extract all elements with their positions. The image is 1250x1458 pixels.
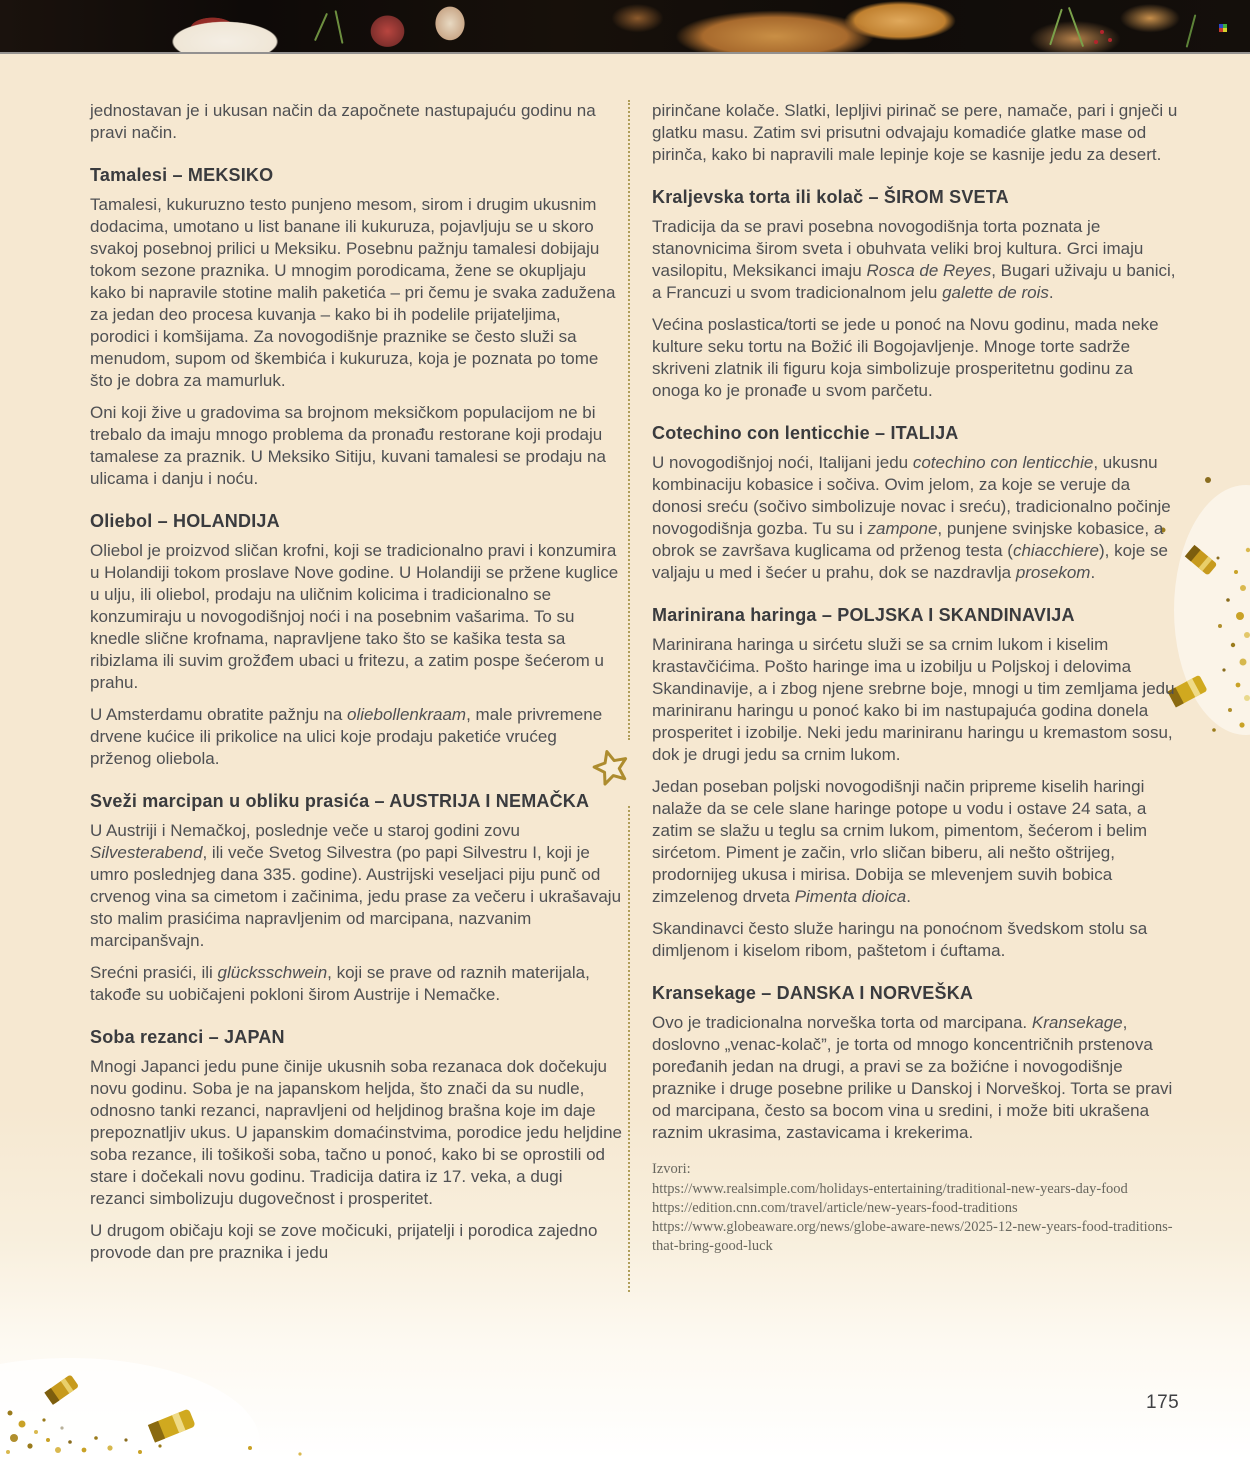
sources-label: Izvori:	[652, 1161, 691, 1177]
section-heading: Kransekage – DANSKA I NORVEŠKA	[652, 983, 974, 1003]
section-heading: Sveži marcipan u obliku prasića – AUSTRIJA I NEMAČKA	[90, 791, 590, 811]
section-heading: Cotechino con lenticchie – ITALIJA	[652, 423, 959, 443]
section-paragraph: Ovo je tradicionalna norveška torta od marcipana. Kransekage, doslovno „venac-kolač”, je torta od mnogo koncentričnih prstenova poređanih jedan na drugi, a pravi se za božićne i novogodišnje praznike i druge posebne prilike u Danskoj i Norveškoj. Torta se pravi od marcipana, često sa bocom vina u sredini, i može biti ukrašena raznim ukrasima, zastavicama i krekerima.	[652, 1013, 1173, 1142]
rosemary-sprig-icon	[1068, 7, 1084, 47]
section-paragraph: Jedan poseban poljski novogodišnji način pripreme kiselih haringi nalaže da se cele slane haringe potope u vodu i ostave 24 sata, a zatim se slažu u teglu sa crnim lukom, pimentom, šećerom i belim sirćetom. Piment je začin, vrlo sličan biberu, ali nešto oštrijeg, prodornijeg ukusa i mirisa. Dobija se mlevenjem suvih bobica zimzelenog drveta Pimenta dioica.	[652, 777, 1148, 906]
section-paragraph: Skandinavci često služe haringu na ponoćnom švedskom stolu sa dimljenom i kiselom ribom, paštetom i ćuftama.	[652, 919, 1148, 960]
source-url: https://edition.cnn.com/travel/article/new-years-food-traditions	[652, 1200, 1018, 1216]
section-paragraph: U drugom običaju koji se zove močicuki, prijatelji i porodica zajedno provode dan pre praznika i jedu	[90, 1221, 598, 1262]
pixel-yellow	[1223, 28, 1227, 32]
section-paragraph: Oliebol je proizvod sličan krofni, koji se tradicionalno pravi i konzumira u Holandiji tokom proslave Nove godine. U Holandiji se pržene kuglice u ulju, ili oliebol, prodaju na uličnim kolicima i tradicionalno se konzumiraju u novogodišnjoj noći i na posebnim vašarima. To su knedle slične krofnama, napravljene tako što se kašika testa sa ribizlama ili suvim grožđem ubaci u fritezu, a zatim pospe šećerom u prahu.	[90, 541, 619, 692]
header-food-photo	[0, 0, 1250, 54]
section-paragraph: Većina poslastica/torti se jede u ponoć na Novu godinu, mada neke kulture seku tortu na Božić ili Bogojavljenje. Mnoge torte sadrže skriveni zlatnik ili figuru koja simbolizuje prosperitetnu godinu za onoga ko je pronađe u svom parčetu.	[652, 315, 1159, 400]
section-paragraph: U novogodišnjoj noći, Italijani jedu cotechino con lenticchie, ukusnu kombinaciju kobasice i sočiva. Ovim jelom, za koje se veruje da donosi sreću (sočivo simbolizuje novac i sreću), tradicionalno počinje novogodišnja gozba. Tu su i zampone, punjene svinjske kobasice, a obrok se završava kuglicama od prženog testa (chiacchiere), koje se valjaju u med i šećer u prahu, dok se nazdravlja prosekom.	[652, 453, 1171, 582]
section-kransekage-danska-norveska	[652, 982, 1184, 1144]
section-paragraph: Tamalesi, kukuruzno testo punjeno mesom, sirom i drugim ukusnim dodacima, umotano u list banane ili kukuruza, pojavljuju se u skoro svakoj posebnoj prilici u Meksiku. Posebnu pažnju tamalesi dobijaju tokom sezone praznika. U mnogim porodicama, žene se okupljaju kako bi napravile stotine malih paketića – pri čemu je svaka zadužena za jedan deo procesa kuvanja – kako bi ih podelile prijateljima, porodici i komšijama. Za novogodišnje praznike se često služi sa menudom, supom od škembića i kukuruza, koja je poznata po tome što je dobra za mamurluk.	[90, 195, 616, 390]
section-heading: Kraljevska torta ili kolač – ŠIROM SVETA	[652, 187, 1009, 207]
pomegranate-seed-icon	[1108, 38, 1112, 42]
pixel-logo-icon	[1219, 24, 1227, 32]
intro-paragraph: jednostavan je i ukusan način da započnete nastupajuću godinu na pravi način.	[90, 101, 596, 142]
pomegranate-seed-icon	[1100, 30, 1104, 34]
right-column	[652, 100, 1184, 1256]
section-paragraph: Oni koji žive u gradovima sa brojnom meksičkom populacijom ne bi trebalo da imaju mnogo problema da pronađu restorane koji prodaju tamalese za praznik. U Meksiko Sitiju, kuvani tamalesi se prodaju na ulicama i danju i noću.	[90, 403, 606, 488]
section-paragraph: Marinirana haringa u sirćetu služi se sa crnim lukom i kiselim krastavčićima. Pošto haringe ima u izobilju u Poljskoj i delovima Skandinavije, a i zbog njene srebrne boje, mnogi u tim zemljama jedu mariniranu haringu u ponoć kako bi im nastupajuća godina donela prosperitet i izobilje. Neki jedu mariniranu haringu u kremastom sosu, dok je drugi jedu sa crnim lukom.	[652, 635, 1175, 764]
section-paragraph: U Austriji i Nemačkoj, poslednje veče u staroj godini zovu Silvesterabend, ili veče Svetog Silvestra (po papi Silvestru I, koji je umro poslednjeg dana 335. godine). Austrijski veseljaci piju punč od crvenog vina sa cimetom i začinima, jedu prase za večeru i ukrašavaju sto malim prasićima napravljenim od marcipana, nazvanim marcipanšvajn.	[90, 821, 622, 950]
rosemary-sprig-icon	[1186, 14, 1197, 47]
rosemary-sprig-icon	[334, 10, 343, 44]
section-tamalesi-meksiko	[90, 164, 622, 490]
intro-paragraph: pirinčane kolače. Slatki, lepljivi pirinač se pere, namače, pari i gnječi u glatku masu. Zatim svi prisutni odvajaju komadiće glatke mase od pirinča, kako bi napravili male lepinje koje se kasnije jedu za desert.	[652, 101, 1178, 164]
left-column	[90, 100, 622, 1274]
rosemary-sprig-icon	[314, 13, 328, 41]
section-paragraph: U Amsterdamu obratite pažnju na oliebollenkraam, male privremene drvene kućice ili prikolice na ulici koje prodaju paketiće vrućeg prženog oliebola.	[90, 705, 603, 768]
page-number: 175	[1146, 1392, 1180, 1413]
section-heading: Marinirana haringa – POLJSKA I SKANDINAVIJA	[652, 605, 1075, 625]
section-paragraph: Srećni prasići, ili glücksschwein, koji se prave od raznih materijala, takođe su uobičajeni pokloni širom Austrije i Nemačke.	[90, 963, 590, 1004]
section-heading: Tamalesi – MEKSIKO	[90, 165, 274, 185]
column-divider-dotted-line	[628, 806, 630, 1292]
section-heading: Oliebol – HOLANDIJA	[90, 511, 280, 531]
section-kraljevska-torta-sirom-sveta	[652, 186, 1184, 402]
confetti-bottom-left-decoration	[0, 1328, 340, 1458]
sources-block	[652, 1160, 1184, 1256]
section-cotechino-italija	[652, 422, 1184, 584]
source-url: https://www.globeaware.org/news/globe-aware-news/2025-12-new-years-food-traditions-that-bring-good-luck	[652, 1219, 1173, 1254]
pomegranate-seed-icon	[1094, 40, 1098, 44]
source-url: https://www.realsimple.com/holidays-entertaining/traditional-new-years-day-food	[652, 1181, 1128, 1197]
section-paragraph: Tradicija da se pravi posebna novogodišnja torta poznata je stanovnicima širom sveta i obuhvata veliki broj kultura. Grci imaju vasilopitu, Meksikanci imaju Rosca de Reyes, Bugari uživaju u banici, a Francuzi u svom tradicionalnom jelu galette de rois.	[652, 217, 1176, 302]
section-marcipan-austrija-nemacka	[90, 790, 622, 1006]
section-marinirana-haringa-poljska-skandinavija	[652, 604, 1184, 962]
column-divider-dotted-line	[628, 100, 630, 740]
section-soba-rezanci-japan	[90, 1026, 622, 1264]
rosemary-sprig-icon	[1049, 9, 1063, 46]
section-oliebol-holandija	[90, 510, 622, 770]
section-heading: Soba rezanci – JAPAN	[90, 1027, 285, 1047]
section-paragraph: Mnogi Japanci jedu pune činije ukusnih soba rezanaca dok dočekuju novu godinu. Soba je na japanskom heljda, što znači da su nudle, odnosno tanki rezanci, napravljeni od heljdinog brašna koje im daje prepoznatljiv ukus. U japanskim domaćinstvima, porodice jedu heljdine soba rezance, ili tošikoši soba, tačno u ponoć, kako bi se oprostili od stare i dočekali novu godinu. Tradicija datira iz 17. veka, a dugi rezanci simbolizuju dugovečnost i prosperitet.	[90, 1057, 622, 1208]
